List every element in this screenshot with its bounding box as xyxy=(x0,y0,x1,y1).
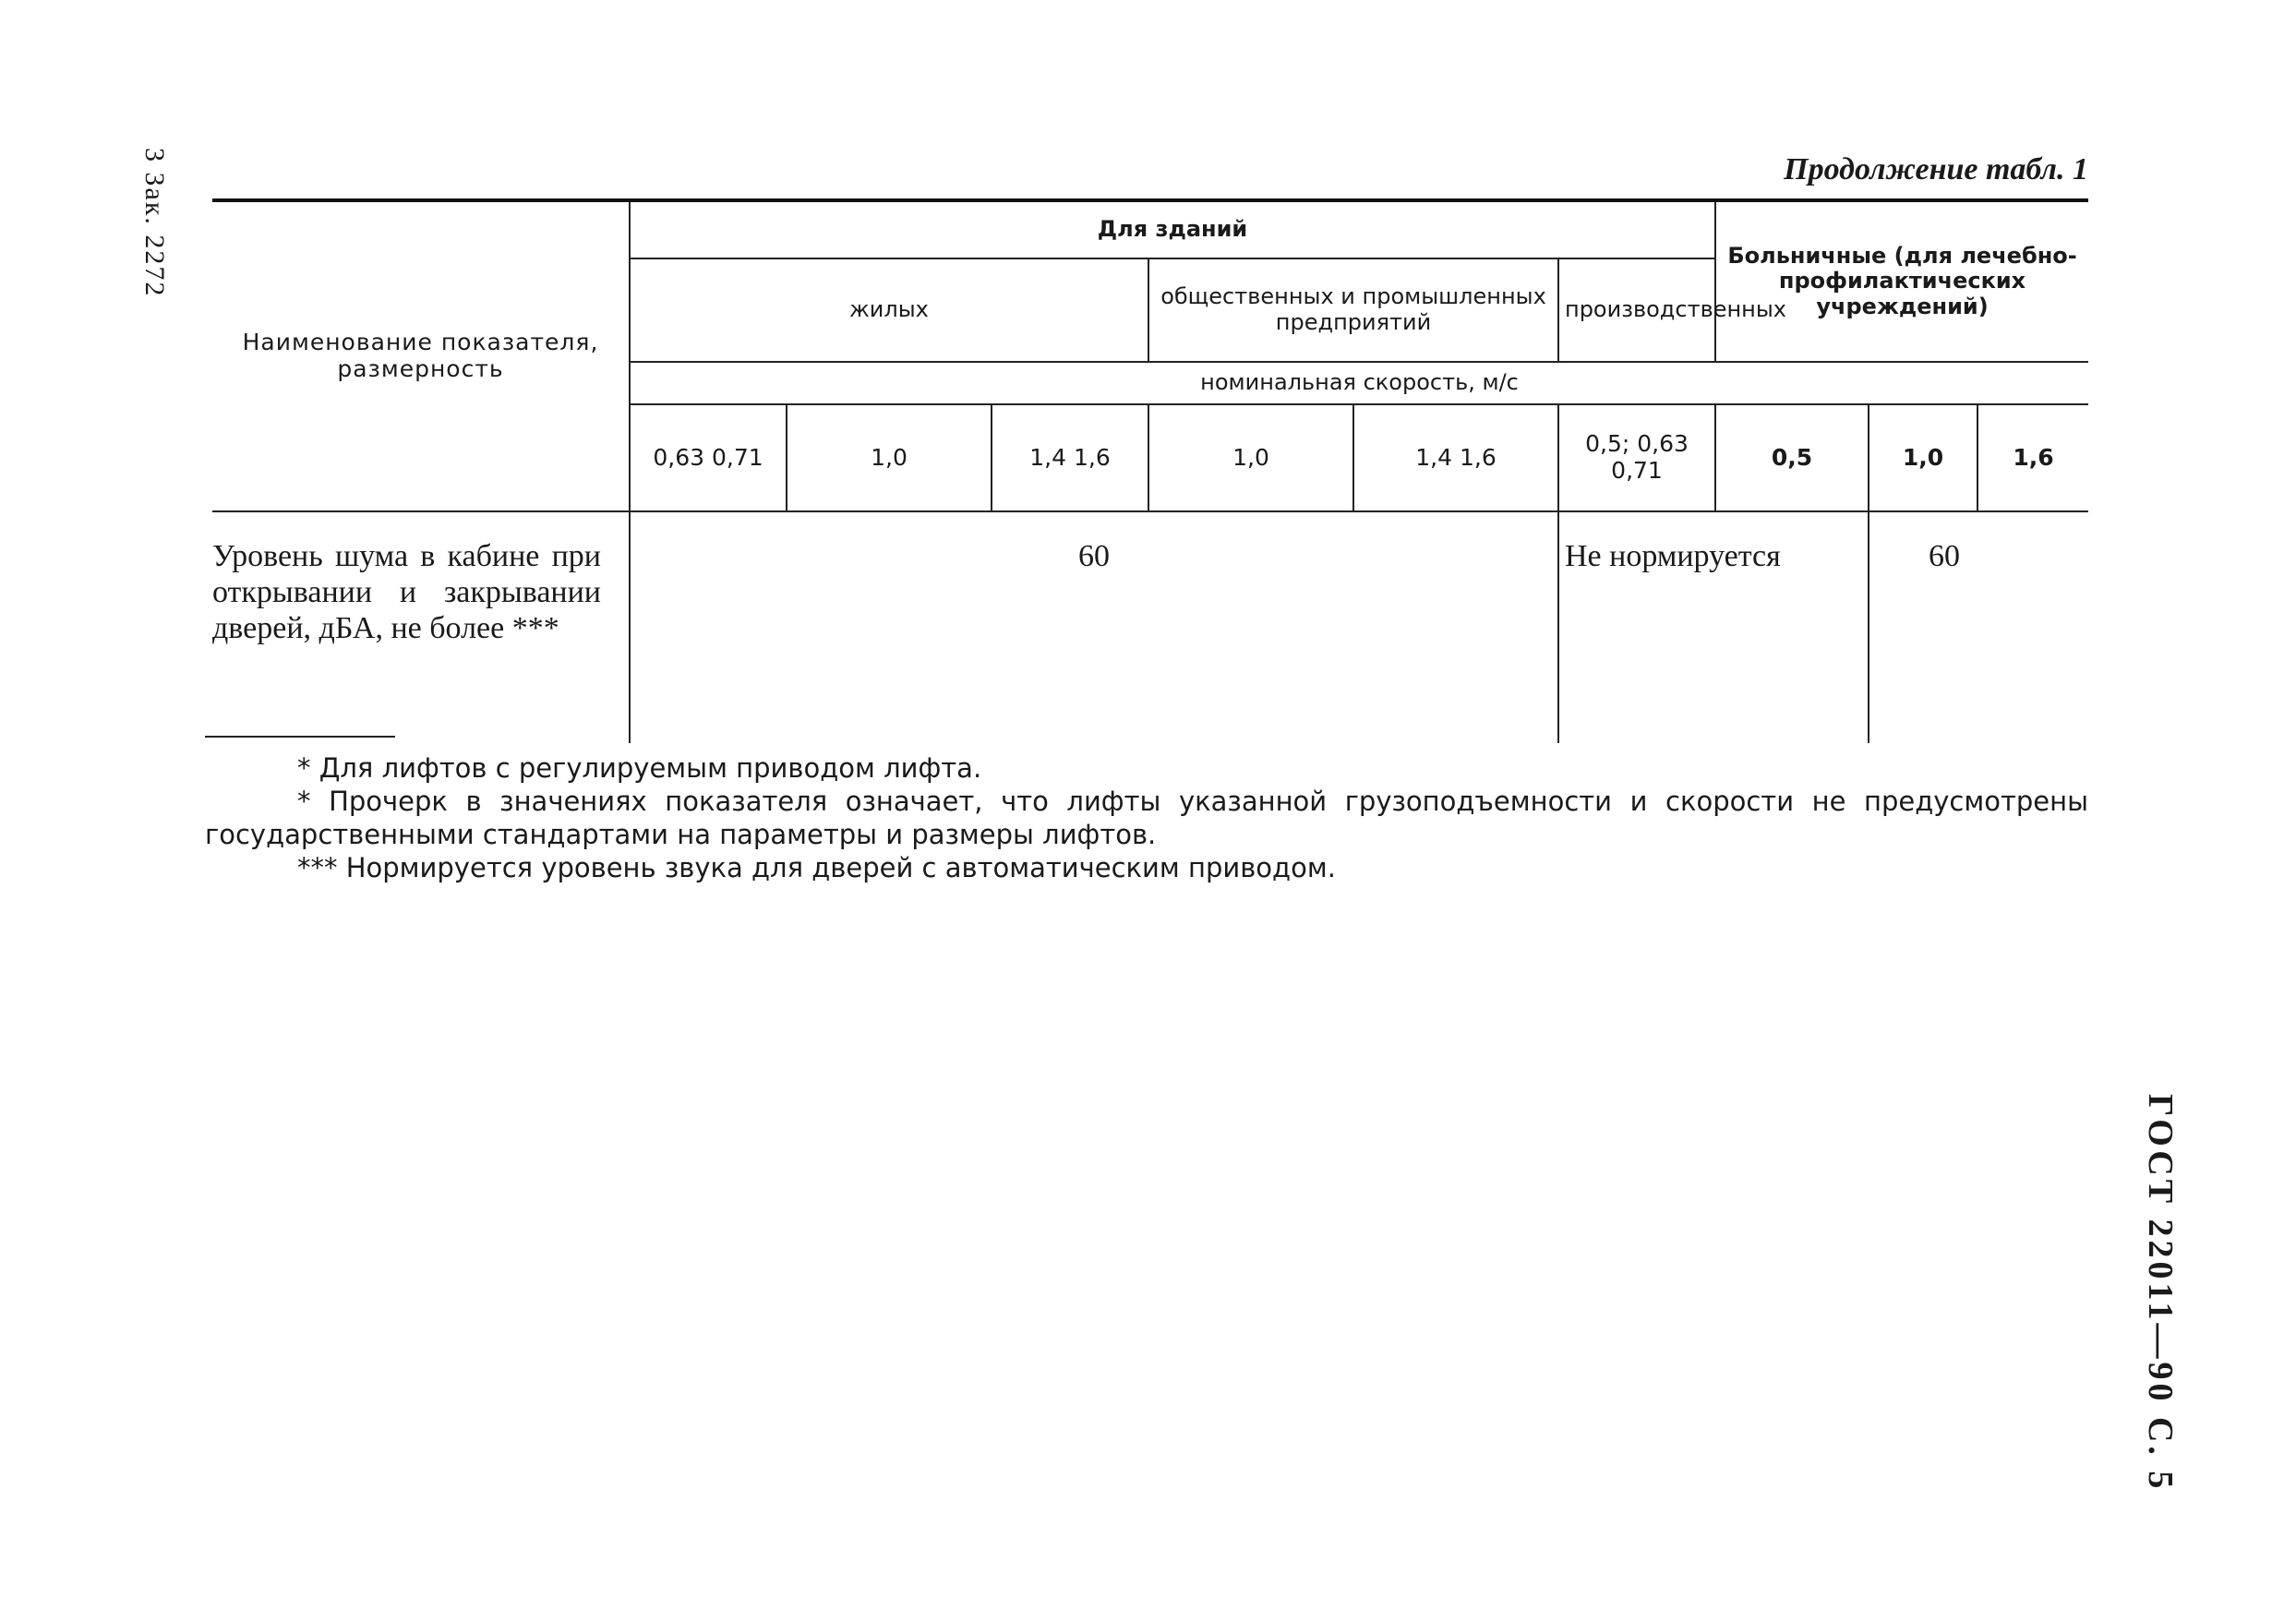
public-header: общественных и промышленных предприятий xyxy=(1148,258,1558,362)
speed-residential-1: 0,63 0,71 xyxy=(630,404,787,511)
speed-residential-2: 1,0 xyxy=(787,404,992,511)
speed-hospital-3: 1,6 xyxy=(1977,404,2088,511)
table-continuation-title: Продолжение табл. 1 xyxy=(1784,152,2088,186)
parameters-table xyxy=(212,198,2088,743)
footnote-2: * Прочерк в значениях показателя означает, что лифты указанной грузоподъемности и скорости не предусмотрены государственными стандартами на параметры и размеры лифтов. xyxy=(205,786,2088,850)
param-header: Наименование показателя, размерность xyxy=(212,200,630,511)
noise-value-buildings: 60 xyxy=(630,511,1558,743)
speed-hospital-2: 1,0 xyxy=(1869,404,1977,511)
hospital-header: Больничные (для лечебно-профилактических учреждений) xyxy=(1715,200,2088,362)
noise-value-industrial: Не нормируется xyxy=(1558,511,1869,743)
footnotes xyxy=(205,751,2088,884)
speed-public-2: 1,4 1,6 xyxy=(1353,404,1558,511)
speed-header: номинальная скорость, м/с xyxy=(630,362,2088,404)
noise-value-hospital: 60 xyxy=(1869,511,2088,743)
footnote-divider xyxy=(205,736,395,738)
speed-residential-3: 1,4 1,6 xyxy=(992,404,1148,511)
footnote-1: * Для лифтов с регулируемым приводом лифта. xyxy=(297,752,982,784)
industrial-header: производственных xyxy=(1558,258,1715,362)
order-number: 3 Зак. 2272 xyxy=(139,148,170,298)
speed-industrial-1: 0,5; 0,63 0,71 xyxy=(1558,404,1715,511)
footnote-3: *** Нормируется уровень звука для дверей с автоматическим приводом. xyxy=(297,852,1336,883)
speed-hospital-1: 0,5 xyxy=(1715,404,1869,511)
speed-public-1: 1,0 xyxy=(1148,404,1353,511)
noise-level-label: Уровень шума в кабине при открывании и закрывании дверей, дБА, не более *** xyxy=(212,511,630,743)
buildings-header: Для зданий xyxy=(630,200,1715,258)
document-page-id: ГОСТ 22011—90 С. 5 xyxy=(2141,1094,2180,1493)
residential-header: жилых xyxy=(630,258,1148,362)
